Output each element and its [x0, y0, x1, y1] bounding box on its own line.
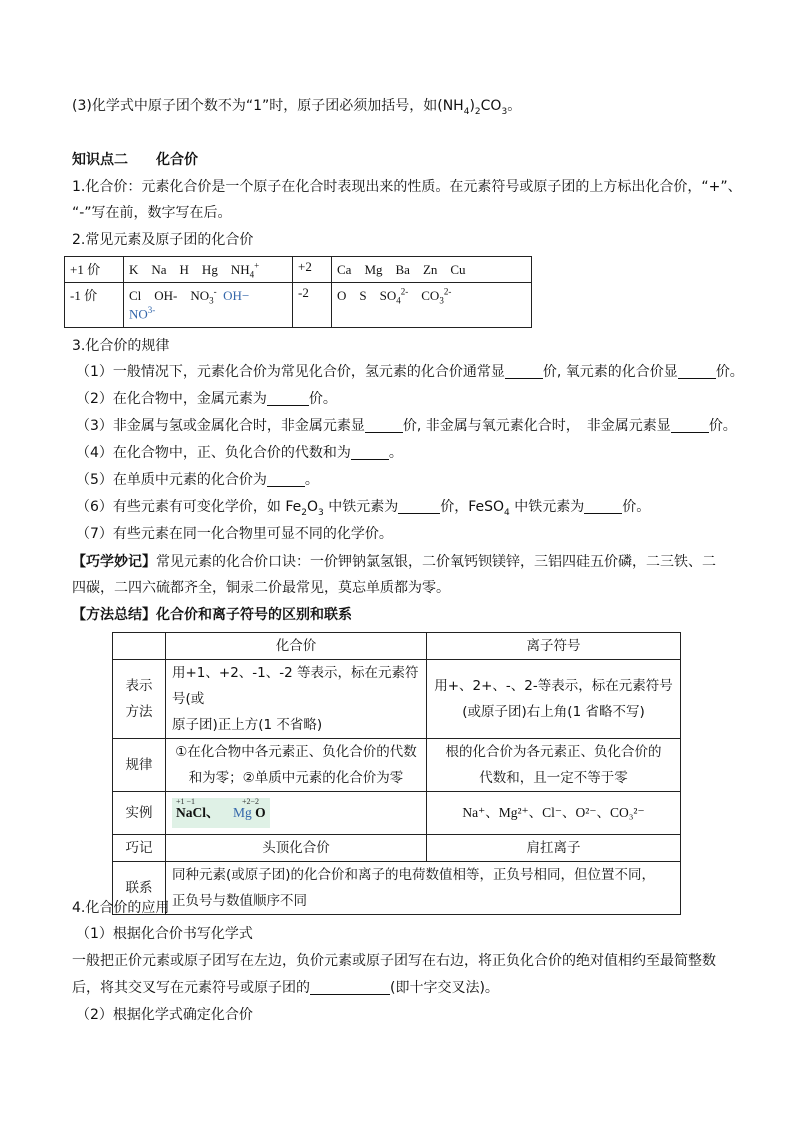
row-header: 表示 方法 — [113, 660, 166, 739]
header-cell: 离子符号 — [427, 633, 681, 660]
comparison-table — [112, 632, 681, 915]
header-cell: 化合价 — [166, 633, 427, 660]
cell: 用+、2+、-、2-等表示，标在元素符号 (或原子团)右上角(1 省略不写) — [427, 660, 681, 739]
law-4: （4）在化合物中，正、负化合价的代数和为 。 — [76, 445, 403, 461]
law-7: （7）有些元素在同一化合物里可显不同的化学价。 — [76, 526, 393, 542]
section-heading: 知识点二 化合价 — [72, 152, 198, 168]
row-header: 规律 — [113, 739, 166, 792]
cell: +1 价 — [65, 257, 124, 283]
row-header: 巧记 — [113, 835, 166, 862]
law-5: （5）在单质中元素的化合价为 。 — [76, 472, 319, 488]
application-title: 4.化合价的应用 — [72, 900, 170, 916]
rule-3-line: (3)化学式中原子团个数不为“1”时，原子团必须加括号，如$(NH_4)_2CO_3$。 — [72, 98, 522, 117]
cell: ①在化合物中各元素正、负化合价的代数 和为零；②单质中元素的化合价为零 — [166, 739, 427, 792]
method-title: 【方法总结】化合价和离子符号的区别和联系 — [72, 607, 352, 623]
law-1: （1）一般情况下，元素化合价为常见化合价，氢元素的化合价通常显 价, 氧元素的化合价显 价。 — [76, 364, 744, 380]
cell: -1 价 — [65, 282, 124, 327]
cell: 用+1、+2、-1、-2 等表示，标在元素符号(或 原子团)正上方(1 不省略) — [166, 660, 427, 739]
tip-line-1: 【巧学妙记】常见元素的化合价口诀：一价钾钠氯氢银，二价氧钙钡镁锌，三铝四硅五价磷，二三铁、二 — [72, 554, 716, 570]
cell: Ca Mg Ba Zn Cu — [332, 257, 532, 283]
law-title: 3.化合价的规律 — [72, 338, 170, 354]
law-3: （3）非金属与氢或金属化合时，非金属元素显 价, 非金属与氧元素化合时， 非金属元素显 价。 — [76, 418, 737, 434]
valence-table — [64, 256, 532, 328]
application-1: （1）根据化合价书写化学式 — [76, 926, 253, 942]
cell: -2 — [293, 282, 332, 327]
tip-line-2: 四碳，二四六硫都齐全，铜汞二价最常见，莫忘单质都为零。 — [72, 580, 450, 596]
cell: 根的化合价为各元素正、负化合价的 代数和，且一定不等于零 — [427, 739, 681, 792]
cell — [113, 633, 166, 660]
application-1-text-2: 后，将其交叉写在元素符号或原子团的 (即十字交叉法)。 — [72, 980, 499, 996]
valence-example: +1 −1 NaCl、 +2−2 Mg O — [172, 798, 270, 828]
cell: 同种元素(或原子团)的化合价和离子的电荷数值相等，正负号相同，但位置不同， 正负号与数值顺序不同 — [166, 862, 681, 915]
cell: 头顶化合价 — [166, 835, 427, 862]
law-6: （6）有些元素有可变化学价，如 $Fe_2O_3$ 中铁元素为 价，FeSO$_4$ 中铁元素为 价。 — [76, 499, 651, 518]
application-1-text-1: 一般把正价元素或原子团写在左边，负价元素或原子团写在右边，将正负化合价的绝对值相约至最简整数 — [72, 953, 716, 969]
cell: 肩扛离子 — [427, 835, 681, 862]
definition-line-1: 1.化合价：元素化合价是一个原子在化合时表现出来的性质。在元素符号或原子团的上方标出化合价，“+”、 — [72, 179, 742, 195]
row-header: 联系 — [113, 862, 166, 915]
cell: O S $SO_4^{2-}$ $CO_3^{2-}$ — [332, 282, 532, 327]
definition-line-2: “-”写在前，数字写在后。 — [72, 205, 232, 221]
cell: Cl OH- $NO_3^-$ OH− $NO^{3-}$ — [124, 282, 293, 327]
cell: Na⁺、Mg²⁺、Cl⁻、O²⁻、CO₃²⁻ — [427, 792, 681, 835]
common-valence-title: 2.常见元素及原子团的化合价 — [72, 232, 254, 248]
cell — [166, 792, 427, 835]
cell: K Na H Hg $NH_4^+$ — [124, 257, 293, 283]
cell: +2 — [293, 257, 332, 283]
application-2: （2）根据化学式确定化合价 — [76, 1007, 253, 1023]
law-2: （2）在化合物中，金属元素为 价。 — [76, 391, 337, 407]
row-header: 实例 — [113, 792, 166, 835]
